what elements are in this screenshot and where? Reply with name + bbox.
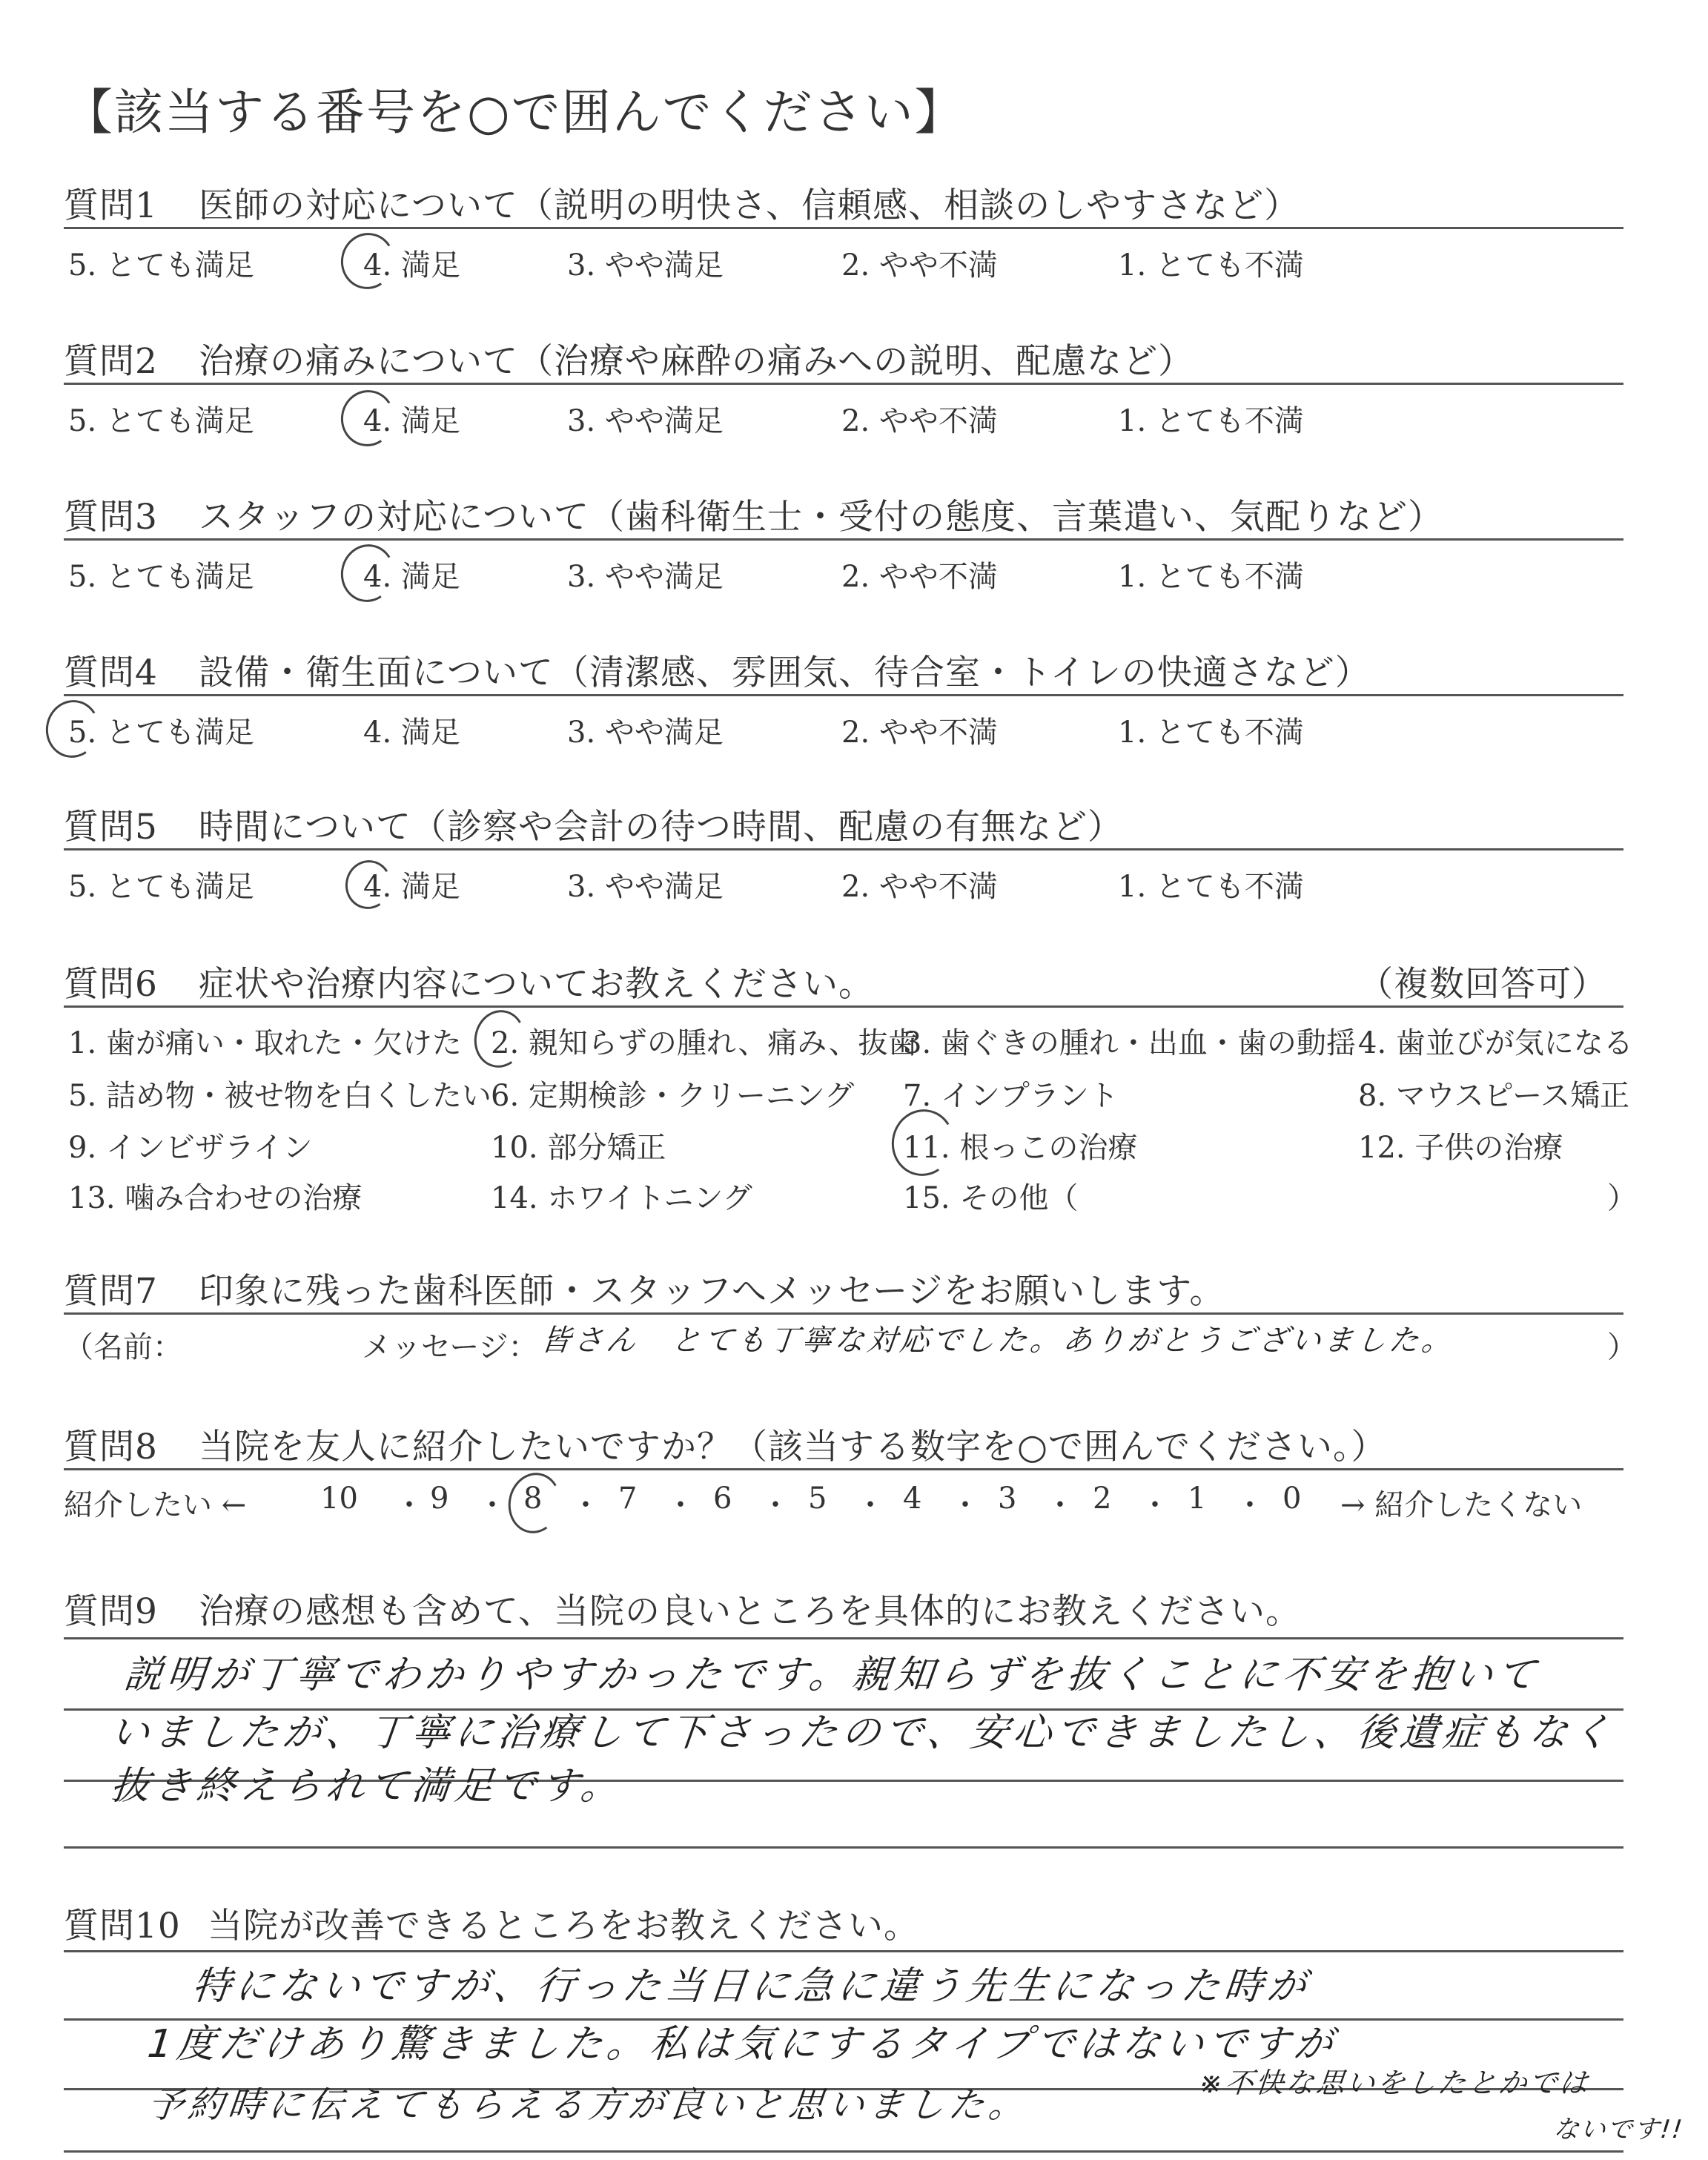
q10-answer-line [64, 1950, 1623, 1952]
q5-option-2[interactable]: 2. やや不満 [841, 870, 998, 904]
q9-answer-text-line-2[interactable]: いましたが、丁寧に治療して下さったので、安心できましたし、後遺症もなく [108, 1711, 1618, 1755]
q4-option-1[interactable]: 1. とても不満 [1118, 716, 1304, 750]
question-2-text: 治療の痛みについて（治療や麻酔の痛みへの説明、配慮など） [199, 341, 1194, 382]
question-7-text: 印象に残った歯科医師・スタッフへメッセージをお願いします。 [199, 1271, 1225, 1312]
q6-item-12[interactable]: 12. 子供の治療 [1358, 1131, 1563, 1165]
q8-sep: ・ [950, 1488, 980, 1522]
question-4-rule [64, 694, 1623, 696]
q5-option-3[interactable]: 3. やや満足 [567, 870, 724, 904]
question-8-text: 当院を友人に紹介したいですか？（該当する数字を○で囲んでください。） [199, 1427, 1387, 1467]
q6-selection-circle-11 [886, 1103, 961, 1181]
q1-selection-circle [336, 228, 400, 294]
q9-answer-line [64, 1846, 1623, 1849]
question-9-text: 治療の感想も含めて、当院の良いところを具体的にお教えください。 [199, 1591, 1302, 1632]
q9-answer-text-line-1[interactable]: 説明が丁寧でわかりやすかったです。親知らずを抜くことに不安を抱いて [122, 1653, 1543, 1697]
q6-item-14[interactable]: 14. ホワイトニング [491, 1181, 752, 1215]
q3-selection-circle [336, 539, 400, 607]
q8-sep: ・ [394, 1488, 424, 1522]
q7-name-label: （名前： [64, 1330, 182, 1364]
q8-scale-2[interactable]: 2 [1093, 1482, 1112, 1516]
q4-option-5[interactable]: 5. とても満足 [68, 716, 254, 750]
question-6-label: 質問6 [64, 964, 158, 1005]
q8-selection-circle [503, 1468, 566, 1539]
question-4-label: 質問4 [64, 653, 158, 693]
q1-option-4[interactable]: 4. 満足 [363, 248, 460, 283]
q6-item-5[interactable]: 5. 詰め物・被せ物を白くしたい [68, 1079, 491, 1113]
q4-option-3[interactable]: 3. やや満足 [567, 716, 724, 750]
question-3-text: スタッフの対応について（歯科衛生士・受付の態度、言葉遣い、気配りなど） [199, 497, 1444, 538]
q1-option-3[interactable]: 3. やや満足 [567, 248, 724, 283]
question-3-label: 質問3 [64, 497, 158, 538]
question-5-text: 時間について（診察や会計の待つ時間、配慮の有無など） [199, 807, 1124, 848]
q1-option-5[interactable]: 5. とても満足 [68, 248, 254, 283]
q8-scale-6[interactable]: 6 [713, 1482, 732, 1516]
q9-answer-text-line-3[interactable]: 抜き終えられて満足です。 [108, 1764, 626, 1809]
q2-option-3[interactable]: 3. やや満足 [567, 404, 724, 438]
q8-sep: ・ [1235, 1488, 1265, 1522]
page-title: 【該当する番号を○で囲んでください】 [64, 84, 965, 141]
q5-option-5[interactable]: 5. とても満足 [68, 870, 254, 904]
q8-scale-5[interactable]: 5 [808, 1482, 827, 1516]
q10-answer-text-line-1[interactable]: 特にないですが、行った当日に急に違う先生になった時が [190, 1964, 1313, 2009]
q7-close-paren: ） [1607, 1330, 1637, 1364]
q6-selection-circle-2 [469, 1005, 531, 1072]
q6-item-1[interactable]: 1. 歯が痛い・取れた・欠けた [68, 1026, 462, 1060]
q2-option-5[interactable]: 5. とても満足 [68, 404, 254, 438]
q6-item-4[interactable]: 4. 歯並びが気になる [1358, 1026, 1633, 1060]
question-10-text: 当院が改善できるところをお教えください。 [208, 1906, 919, 1946]
q4-option-4[interactable]: 4. 満足 [363, 716, 460, 750]
q8-sep: ・ [477, 1488, 507, 1522]
q6-other-close-paren: ） [1607, 1181, 1637, 1215]
q3-option-4[interactable]: 4. 満足 [363, 560, 460, 594]
q3-option-5[interactable]: 5. とても満足 [68, 560, 254, 594]
q7-message-answer[interactable]: 皆さん とても丁寧な対応でした。ありがとうございました。 [539, 1324, 1457, 1358]
q10-answer-text-line-3[interactable]: 予約時に伝えてもらえる方が良いと思いました。 [145, 2084, 1031, 2126]
q8-scale-4[interactable]: 4 [903, 1482, 922, 1516]
q8-scale-8[interactable]: 8 [523, 1482, 543, 1516]
q8-scale-7[interactable]: 7 [618, 1482, 638, 1516]
q9-answer-line [64, 1637, 1623, 1639]
q8-sep: ・ [666, 1488, 695, 1522]
q1-option-1[interactable]: 1. とても不満 [1118, 248, 1304, 283]
q2-selection-circle [336, 385, 400, 451]
question-2-label: 質問2 [64, 341, 158, 382]
question-2-rule [64, 383, 1623, 385]
question-4-text: 設備・衛生面について（清潔感、雰囲気、待合室・トイレの快適さなど） [199, 653, 1371, 693]
q8-right-label: → 紹介したくない [1340, 1488, 1583, 1522]
question-6-text: 症状や治療内容についてお教えください。 [199, 964, 875, 1005]
question-1-label: 質問1 [64, 185, 158, 226]
q10-side-note-line-2[interactable]: ないです!! [1552, 2115, 1685, 2144]
question-5-label: 質問5 [64, 807, 158, 848]
question-9-label: 質問9 [64, 1591, 158, 1632]
q5-option-4[interactable]: 4. 満足 [363, 870, 460, 904]
q8-sep: ・ [761, 1488, 790, 1522]
q6-item-6[interactable]: 6. 定期検診・クリーニング [491, 1079, 855, 1113]
q6-item-8[interactable]: 8. マウスピース矯正 [1358, 1079, 1630, 1113]
question-6-note: （複数回答可） [1358, 964, 1607, 1005]
q4-selection-circle [41, 695, 105, 762]
q6-item-9[interactable]: 9. インビザライン [68, 1131, 313, 1165]
q10-side-note-line-1[interactable]: ※不快な思いをしたとかでは [1197, 2067, 1592, 2099]
q6-item-15[interactable]: 15. その他（ [903, 1181, 1079, 1215]
q8-scale-10[interactable]: 10 [320, 1482, 358, 1516]
q6-item-7[interactable]: 7. インプラント [903, 1079, 1119, 1113]
q2-option-4[interactable]: 4. 満足 [363, 404, 460, 438]
q8-scale-1[interactable]: 1 [1188, 1482, 1207, 1516]
question-10-label: 質問10 [64, 1906, 181, 1946]
q8-left-label: 紹介したい ← [64, 1488, 247, 1522]
q6-item-2[interactable]: 2. 親知らずの腫れ、痛み、抜歯 [491, 1026, 918, 1060]
q8-sep: ・ [1045, 1488, 1075, 1522]
q1-option-2[interactable]: 2. やや不満 [841, 248, 998, 283]
q8-sep: ・ [571, 1488, 600, 1522]
question-8-label: 質問8 [64, 1427, 158, 1467]
q2-option-2[interactable]: 2. やや不満 [841, 404, 998, 438]
q8-scale-0[interactable]: 0 [1282, 1482, 1302, 1516]
q7-message-label: メッセージ： [362, 1330, 538, 1364]
question-5-rule [64, 848, 1623, 851]
q6-item-13[interactable]: 13. 噛み合わせの治療 [68, 1181, 363, 1215]
q8-sep: ・ [855, 1488, 885, 1522]
question-1-text: 医師の対応について（説明の明快さ、信頼感、相談のしやすさなど） [199, 185, 1300, 226]
question-7-rule [64, 1312, 1623, 1315]
q4-option-2[interactable]: 2. やや不満 [841, 716, 998, 750]
question-7-label: 質問7 [64, 1271, 158, 1312]
q3-option-3[interactable]: 3. やや満足 [567, 560, 724, 594]
question-8-rule [64, 1468, 1623, 1470]
q6-item-11[interactable]: 11. 根っこの治療 [903, 1131, 1138, 1165]
q6-item-3[interactable]: 3. 歯ぐきの腫れ・出血・歯の動揺 [903, 1026, 1356, 1060]
q10-answer-text-line-2[interactable]: 1度だけあり驚きました。私は気にするタイプではないですが [145, 2022, 1340, 2067]
q5-option-1[interactable]: 1. とても不満 [1118, 870, 1304, 904]
q6-item-10[interactable]: 10. 部分矯正 [491, 1131, 666, 1165]
question-6-rule [64, 1005, 1623, 1008]
question-3-rule [64, 538, 1623, 541]
q8-scale-9[interactable]: 9 [430, 1482, 449, 1516]
q2-option-1[interactable]: 1. とても不満 [1118, 404, 1304, 438]
question-1-rule [64, 227, 1623, 229]
q8-scale-3[interactable]: 3 [998, 1482, 1017, 1516]
q8-sep: ・ [1140, 1488, 1170, 1522]
q3-option-2[interactable]: 2. やや不満 [841, 560, 998, 594]
q10-answer-line [64, 2150, 1623, 2153]
q3-option-1[interactable]: 1. とても不満 [1118, 560, 1304, 594]
